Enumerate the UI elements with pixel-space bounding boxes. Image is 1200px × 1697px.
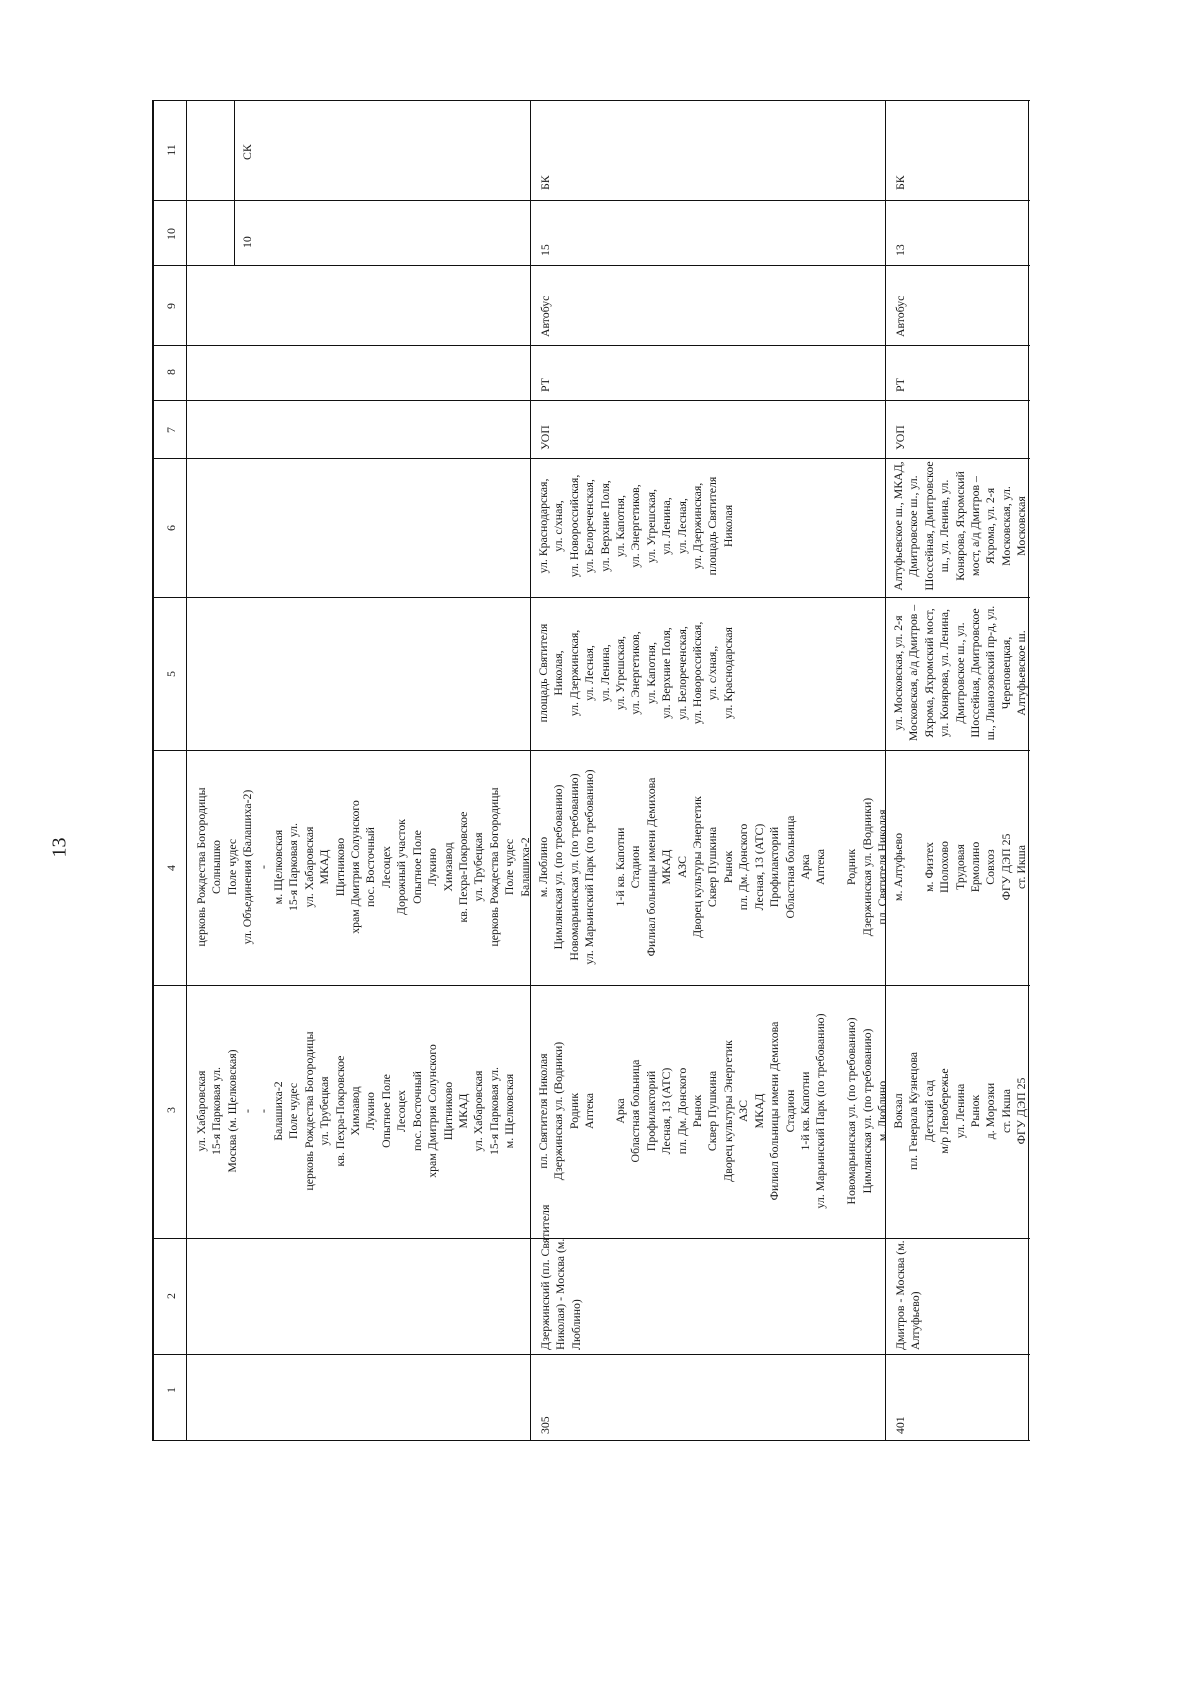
header-col-6: 6 (164, 525, 178, 531)
header-col-8: 8 (164, 369, 178, 375)
header-col-11: 11 (164, 144, 178, 156)
stops-forward: пл. Святителя Николая Дзержинская ул. (Водники) Родник Аптека Арка Областная больница Профилакторий Лесная, 13 (АТС) пл. Дм. Донского Рынок Сквер Пушкина Дворец культуры Энергетик АЗС МКАД Филиал больницы имени Демихова Стадион 1-й кв. Капотни ул. Марьинский Парк (по требованию) Новомарьинская ул. (по требованию) Цимлянская ул. (по требованию) м. Люблино (536, 1013, 889, 1209)
header-col-4: 4 (164, 865, 178, 871)
stops-back: м. Алтуфьево м. Физтех Шолохово Трудовая Ермолино Совхоз ФГУ ДЭП 25 ст. Икша (891, 832, 1029, 902)
vehicle-type: Автобус (893, 295, 907, 337)
route-name: Дмитров - Москва (м. Алтуфьево) (893, 1240, 923, 1350)
stops-back: церковь Рождества Богородицы Солнышко Поле чудес ул. Объединения (Балашиха-2) - м. Щелковская 15-я Парковая ул. ул. Хабаровская МКАД Щитниково храм Дмитрия Солунского пос. Восточный Лесоцех Дорожный участок Опытное Поле Лукино Химзавод кв. Пехра-Покровское ул. Трубецкая церковь Рождества Богородицы Поле чудес Балашиха-2 (194, 787, 532, 947)
carrier-type: СК (240, 144, 254, 160)
route-number: 305 (538, 1416, 552, 1434)
stops-forward: ул. Хабаровская 15-я Парковая ул. Москва (м. Щелковская) - - Балашиха-2 Поле чудес церковь Рождества Богородицы ул. Трубецкая кв. Пехра-Покровское Химзавод Лукино Опытное Поле Лесоцех пос. Восточный храм Дмитрия Солунского Щитниково МКАД ул. Хабаровская 15-я Парковая ул. м. Щелковская (194, 1031, 517, 1191)
stop-mode: УОП (893, 425, 907, 450)
streets-back: ул. Краснодарская, ул. с/хная, ул. Новороссийская, ул. Белореченская, ул. Верхние Поля, ул. Капотня, ул. Энергетиков, ул. Угрешская, ул. Ленина, ул. Лесная, ул. Дзержинская, площадь Святителя Николая (536, 474, 735, 578)
stops-back: м. Люблино Цимлянская ул. (по требованию) Новомарьинская ул. (по требованию) ул. Марьинский Парк (по требованию) 1-й кв. Капотни Стадион Филиал больницы имени Демихова МКАД АЗС Дворец культуры Энергетик Сквер Пушкина Рынок пл. Дм. Донского Лесная, 13 (АТС) Профилакторий Областная больница Арка Аптека Родник Дзержинская ул. (Водники) пл. Святителя Николая (536, 769, 889, 965)
vehicle-count: 13 (893, 244, 907, 256)
header-col-2: 2 (164, 1293, 178, 1299)
header-col-10: 10 (164, 228, 178, 240)
header-col-3: 3 (164, 1107, 178, 1113)
route-name: Дзержинский (пл. Святителя Николая) - Москва (м. Люблино) (538, 1204, 583, 1350)
header-col-9: 9 (164, 303, 178, 309)
stop-mode: УОП (538, 425, 552, 450)
header-col-1: 1 (164, 1387, 178, 1393)
streets-forward: ул. Московская, ул. 2-я Московская, а/д Дмитров – Яхрома, Яхромский мост, ул. Конярова, ул. Ленина, Дмитровское ш., ул. Шоссейная, Дмитровское ш., Лианозовский пр-д, ул. Череповецкая, Алтуфьевское ш. (891, 604, 1029, 742)
direction-count: 10 (240, 236, 254, 248)
vehicle-class: БК (893, 175, 907, 190)
route-number: 401 (893, 1416, 907, 1434)
tariff-type: РТ (538, 378, 552, 392)
streets-forward: площадь Святителя Николая, ул. Дзержинская, ул. Лесная, ул. Ленина, ул. Угрешская, ул. Энергетиков, ул. Капотня, ул. Верхние Поля, ул. Белореченская, ул. Новороссийская, ул. с/хная,, ул. Краснодарская (536, 621, 735, 725)
vehicle-type: Автобус (538, 295, 552, 337)
stops-forward: Вокзал пл. Генерала Кузнецова Детский сад м/р Левобережье ул. Ленина Рынок д. Морозки ст. Икша ФГУ ДЭП 25 (891, 1051, 1029, 1171)
streets-back: Алтуфьевское ш., МКАД, Дмитровское ш., ул. Шоссейная, Дмитровское ш., ул. Ленина, ул. Конярова, Яхромский мост, а/д Дмитров – Яхрома, ул. 2-я Московская, ул. Московская (891, 461, 1029, 591)
vehicle-class: БК (538, 175, 552, 190)
header-col-7: 7 (164, 427, 178, 433)
vehicle-count: 15 (538, 244, 552, 256)
header-col-5: 5 (164, 671, 178, 677)
page-number: 13 (48, 837, 71, 858)
tariff-type: РТ (893, 378, 907, 392)
